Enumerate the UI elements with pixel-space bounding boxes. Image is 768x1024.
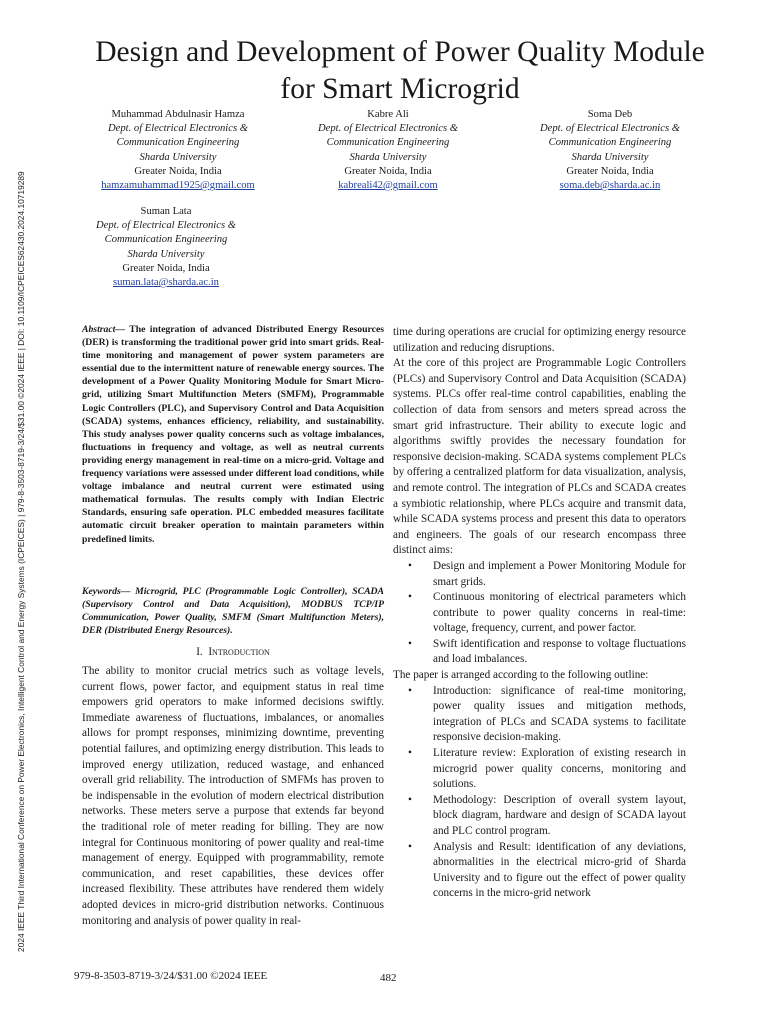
author-name: Kabre Ali	[367, 109, 409, 120]
author-block-4	[46, 205, 286, 290]
bullet-icon: •	[408, 840, 412, 853]
author-dept-line-1: Dept. of Electrical Electronics &	[108, 123, 248, 135]
author-email-link[interactable]: suman.lata@sharda.ac.in	[113, 277, 219, 289]
introduction-paragraph: The ability to monitor crucial metrics such as voltage levels, current flows, power factor, and equipment status in real time empowers grid operators to make informed decisions swiftly. Immediate awareness of fluctuations, imbalances, or anomalies allows for prompt responses, minimizing downtime, preventing potential failures, and optimizing energy distribution. This leads to improved energy utilization, reduced wastage, and enhanced overall grid reliability. The introduction of SMFMs has proven to be indispensable in the evolution of modern electrical distribution networks. These meters serve a purpose that extends far beyond the traditional role of meter reading for billing. They are now integral for Continuous monitoring of power quality and real-time management of energy. Equipped with programmability, remote communication, and reset capabilities, these devices offer increased flexibility. These attributes have rendered them widely adopted devices in micro-grid distribution networks. Continuous monitoring and analysis of power quality in real-	[82, 665, 384, 927]
outline-intro: The paper is arranged according to the following outline:	[393, 669, 649, 682]
abstract	[82, 323, 384, 546]
bullet-icon: •	[408, 684, 412, 697]
author-email-link[interactable]: hamzamuhammad1925@gmail.com	[101, 180, 255, 192]
keywords	[82, 585, 384, 637]
author-location: Greater Noida, India	[344, 165, 432, 177]
list-item: • Methodology: Description of overall system layout, block diagram, hardware and design of SCADA layout and PLC control program.	[408, 793, 686, 837]
author-dept-line-2: Communication Engineering	[326, 137, 450, 149]
bullet-icon: •	[408, 559, 412, 572]
list-item: • Design and implement a Power Monitoring Module for smart grids.	[408, 559, 686, 588]
author-name: Suman Lata	[140, 206, 192, 217]
paper-title	[60, 34, 740, 108]
section-heading-introduction	[82, 646, 384, 658]
right-column	[393, 325, 686, 902]
keywords-label: Keywords—	[82, 586, 131, 597]
paragraph-continuation: time during operations are crucial for optimizing energy resource utilization and reducing disruptions.	[393, 326, 686, 354]
abstract-label: Abstract—	[82, 324, 126, 335]
list-item: • Continuous monitoring of electrical parameters which contribute to power quality concerns in real-time: voltage, frequency, current, and power factor.	[408, 591, 686, 635]
author-email-link[interactable]: kabreali42@gmail.com	[338, 180, 438, 192]
author-dept-line-2: Communication Engineering	[548, 137, 672, 149]
author-university: Sharda University	[571, 151, 649, 163]
author-university: Sharda University	[139, 151, 217, 163]
section-title: Introduction	[208, 646, 270, 658]
footer-copyright: 979-8-3503-8719-3/24/$31.00 ©2024 IEEE	[74, 970, 268, 982]
author-name: Muhammad Abdulnasir Hamza	[111, 109, 245, 120]
list-item: • Literature review: Exploration of existing research in microgrid power quality concerns, monitoring and solutions.	[408, 747, 686, 791]
list-item: • Introduction: significance of real-time monitoring, power quality issues and mitigation methods, integration of PLCs and SCADA systems to facilitate responsive decision-making.	[408, 684, 686, 744]
page-number: 482	[380, 972, 397, 984]
author-location: Greater Noida, India	[134, 165, 222, 177]
title-line-1: Design and Development of Power Quality Module	[95, 36, 705, 68]
publication-side-note: 2024 IEEE Third International Conference on Power Electronics, Intelligent Control and Energy Systems (ICPEICES) | 979-8-3503-8719-3/24/$31.00 ©2024 IEEE | DOI: 10.1109/ICPEICES62430.2024.10719289	[16, 171, 26, 952]
bullet-icon: •	[408, 747, 412, 760]
aims-list	[393, 559, 686, 668]
list-item: • Analysis and Result: identification of any deviations, abnormalities in the electrical micro-grid of Sharda University and to figure out the effect of power quality concerns in the micro-grid network	[408, 840, 686, 900]
bullet-icon: •	[408, 591, 412, 604]
author-dept-line-1: Dept. of Electrical Electronics &	[96, 220, 236, 232]
author-block-1	[58, 108, 298, 193]
outline-list	[393, 684, 686, 902]
author-location: Greater Noida, India	[566, 165, 654, 177]
title-line-2: for Smart Microgrid	[280, 73, 520, 105]
author-dept-line-1: Dept. of Electrical Electronics &	[318, 123, 458, 135]
paragraph-plc-scada: At the core of this project are Programmable Logic Controllers (PLCs) and Supervisory Control and Data Acquisition (SCADA) systems. PLCs offer real-time control capabilities, enabling the collection of data from sensors and meters spread across the smart grid infrastructure. Their ability to execute logic and algorithms swiftly provides the necessary foundation for responsive decision-making. SCADA systems complement PLCs by offering a centralized platform for data visualization, analysis, and remote control. The integration of PLCs and SCADA creates a symbiotic relationship, where PLCs acquire and transmit data, while SCADA systems process and present this data to operators and engineers. The goals of our research encompass three distinct aims:	[393, 357, 686, 557]
keywords-text: Microgrid, PLC (Programmable Logic Controller), SCADA (Supervisory Control and Data Acquisition), MODBUS TCP/IP Communication, Power Quality, SMFM (Smart Multifunction Meters), DER (Distributed Energy Resources).	[82, 586, 385, 637]
author-block-2	[268, 108, 508, 193]
abstract-text: The integration of advanced Distributed Energy Resources (DER) is transforming the traditional power grid into smart grids. Real-time monitoring and management of power system parameters are essential due to the intermittent nature of renewable energy sources. The development of a Power Quality Monitoring Module for Smart Micro-grid, utilizing Smart Multifunction Meters (SMFM), Programmable Logic Controllers (PLC), and Supervisory Control and Data Acquisition (SCADA) systems, enhances efficiency, reliability, and sustainability. This study analyses power quality concerns such as voltage imbalances, fluctuations in frequency and voltage, as well as neutral currents providing energy management in real-time on a micro-grid. Voltage and frequency variations were assessed under different load conditions, while voltage imbalance and neutral current were estimated using mathematical formulas. The results comply with Indian Electric Standards, ensuring safe operation. PLC embedded measures facilitate automatic circuit breaker operation to maintain parameters within predefined limits.	[82, 324, 385, 545]
author-block-3	[490, 108, 730, 193]
author-email-link[interactable]: soma.deb@sharda.ac.in	[559, 180, 661, 192]
bullet-icon: •	[408, 793, 412, 806]
author-dept-line-1: Dept. of Electrical Electronics &	[540, 123, 680, 135]
introduction-body	[82, 664, 384, 929]
author-university: Sharda University	[127, 248, 205, 260]
list-item: • Swift identification and response to voltage fluctuations and load imbalances.	[408, 637, 686, 666]
author-dept-line-2: Communication Engineering	[116, 137, 240, 149]
author-university: Sharda University	[349, 151, 427, 163]
section-number: I.	[196, 646, 203, 658]
author-name: Soma Deb	[587, 109, 633, 120]
bullet-icon: •	[408, 637, 412, 650]
author-dept-line-2: Communication Engineering	[104, 234, 228, 246]
author-location: Greater Noida, India	[122, 262, 210, 274]
